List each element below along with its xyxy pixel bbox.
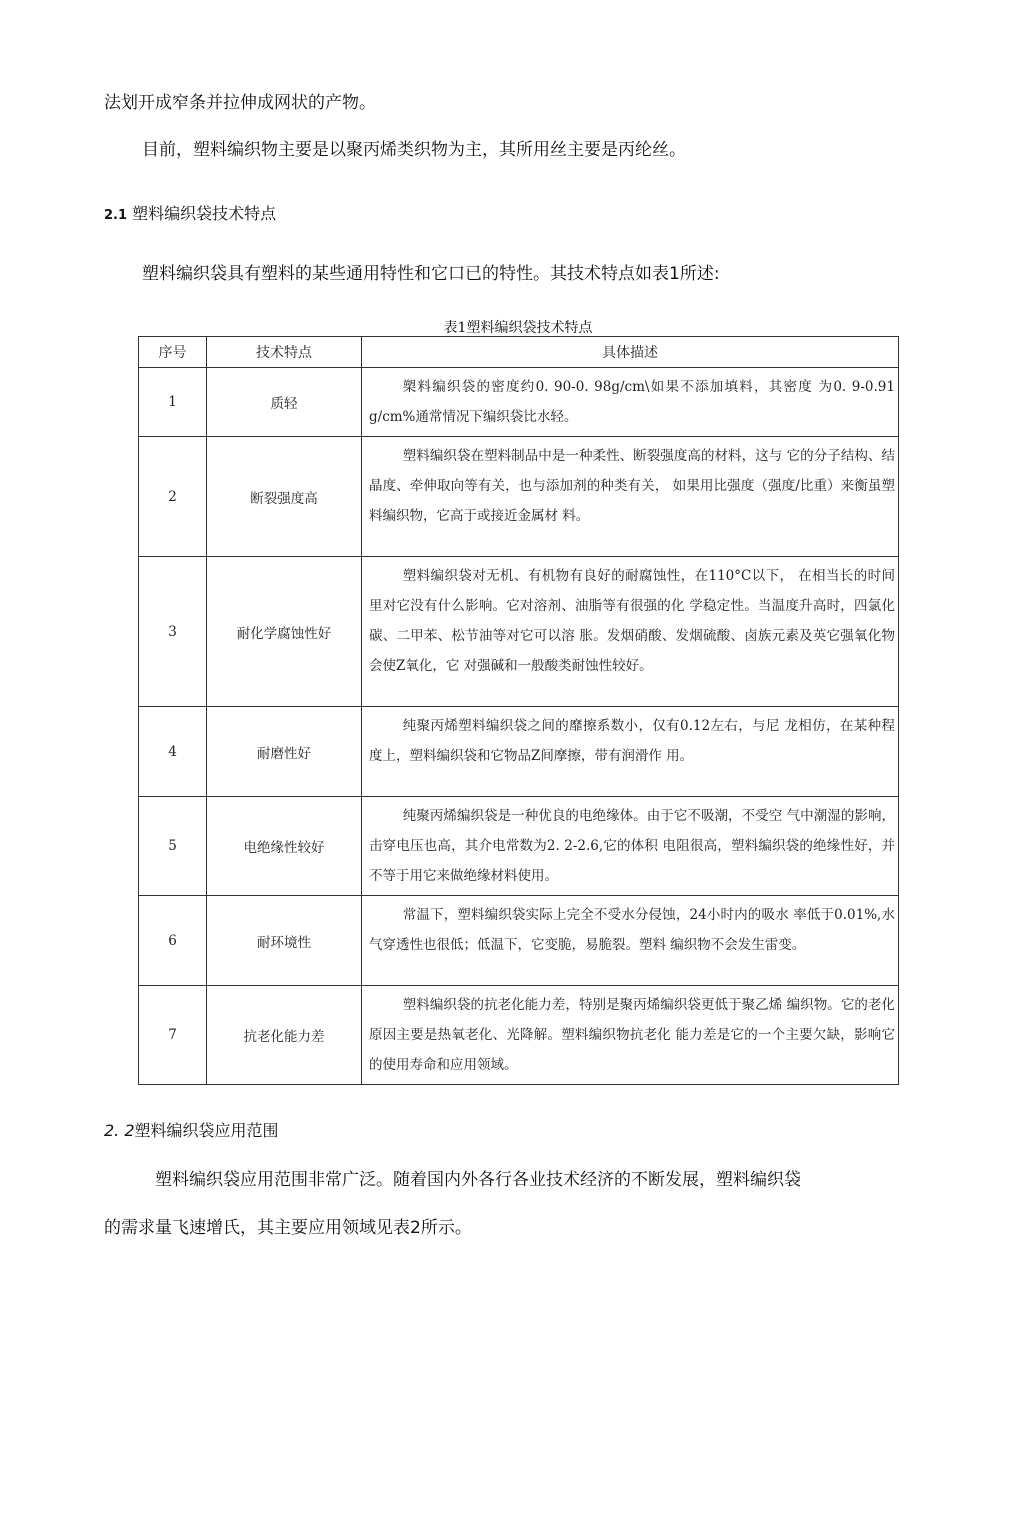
section-number: 2.1 — [104, 208, 128, 223]
row-desc: 纯聚丙烯塑料编织袋之间的靡擦系数小，仅有0.12左右，与尼 龙相仿，在某种程度上，塑料编织袋和它物品Z间摩擦，带有润滑作 用。 — [362, 707, 899, 797]
section-heading-2-1 — [104, 201, 276, 224]
table-row — [139, 437, 899, 557]
row-desc: 槊料编织袋的密度约0. 90-0. 98g/cm\如果不添加填料，其密度 为0. 9-0.91 g/cm%通常情况下编织袋比水轻。 — [362, 368, 899, 437]
intro-line-1: 法划开成窄条并拉伸成网状的产物。 — [104, 93, 376, 113]
row-desc: 塑料编织袋的抗老化能力差，特别是聚丙烯编织袋更低于聚乙烯 编织物。它的老化原因主要是热氧老化、光降解。塑料编织物抗老化 能力差是它的一个主要欠缺，影响它的使用寿命和应用领域。 — [362, 986, 899, 1085]
header-desc: 具体描述 — [362, 337, 899, 368]
table-row — [139, 557, 899, 707]
table-caption: 表1塑料编织袋技术特点 — [443, 320, 593, 336]
row-no: 1 — [139, 368, 207, 437]
table-row — [139, 797, 899, 896]
row-feature: 耐环境性 — [207, 896, 362, 986]
table-header-row — [139, 337, 899, 368]
table-row — [139, 896, 899, 986]
section-2-line-1: 塑料编织袋应用范围非常广泛。随着国内外各行各业技术经济的不断发展，塑料编织袋 — [155, 1170, 801, 1190]
row-feature: 耐磨性好 — [207, 707, 362, 797]
row-feature: 耐化学腐蚀性好 — [207, 557, 362, 707]
section-title: 塑料编织袋应用范围 — [134, 1121, 279, 1140]
row-desc: 常温下，塑料编织袋实际上完全不受水分侵蚀，24小时内的吸水 率低于0.01%,水气穿透性也很低；低温下，它变脆，易脆裂。塑料 编织物不会发生雷变。 — [362, 896, 899, 986]
row-no: 6 — [139, 896, 207, 986]
table-row — [139, 707, 899, 797]
row-no: 4 — [139, 707, 207, 797]
row-feature: 抗老化能力差 — [207, 986, 362, 1085]
header-no: 序号 — [139, 337, 207, 368]
table-row — [139, 986, 899, 1085]
section-2-line-2: 的需求量飞速增氏，其主要应用领域见表2所示。 — [104, 1218, 472, 1238]
table-row — [139, 368, 899, 437]
section-heading-2-2 — [104, 1118, 279, 1141]
intro-line-2: 目前，塑料编织物主要是以聚丙烯类织物为主，其所用丝主要是丙纶丝。 — [142, 140, 686, 160]
row-desc: 纯聚丙烯编织袋是一种优良的电绝缘体。由于它不吸潮，不受空 气中潮湿的影响，击穿电压也高，其介电常数为2. 2-2.6,它的体积 电阻很高，塑料编织袋的绝缘性好，并不等于用它来做绝缘材料使用。 — [362, 797, 899, 896]
row-no: 3 — [139, 557, 207, 707]
header-feature: 技术特点 — [207, 337, 362, 368]
row-feature: 质轻 — [207, 368, 362, 437]
row-no: 7 — [139, 986, 207, 1085]
row-no: 5 — [139, 797, 207, 896]
row-feature: 断裂强度高 — [207, 437, 362, 557]
row-feature: 电绝缘性较好 — [207, 797, 362, 896]
row-desc: 塑料编织袋在塑料制品中是一种柔性、断裂强度高的材料，这与 它的分子结构、结晶度、牵伸取向等有关，也与添加剂的种类有关， 如果用比强度（强度/比重）来衡虽塑料编织物，它高于或接近金属材 料。 — [362, 437, 899, 557]
section-number: 2. 2 — [104, 1121, 135, 1140]
spec-table — [138, 336, 899, 1085]
section-1-text: 塑料编织袋具有塑料的某些通用特性和它口已的特性。其技术特点如表1所述: — [142, 264, 720, 284]
row-no: 2 — [139, 437, 207, 557]
section-title: 塑料编织袋技术特点 — [132, 204, 277, 223]
row-desc: 塑料编织袋对无机、有机物有良好的耐腐蚀性，在110°C以下， 在相当长的时间里对它没有什么影响。它对溶剂、油脂等有很强的化 学稳定性。当温度升高时，四氯化碳、二甲苯、松节油等对它可以溶 胀。发烟硝酸、发烟硫酸、卤族元素及英它强氧化物会使Z氧化，它 对强碱和一般酸类耐蚀性较好。 — [362, 557, 899, 707]
